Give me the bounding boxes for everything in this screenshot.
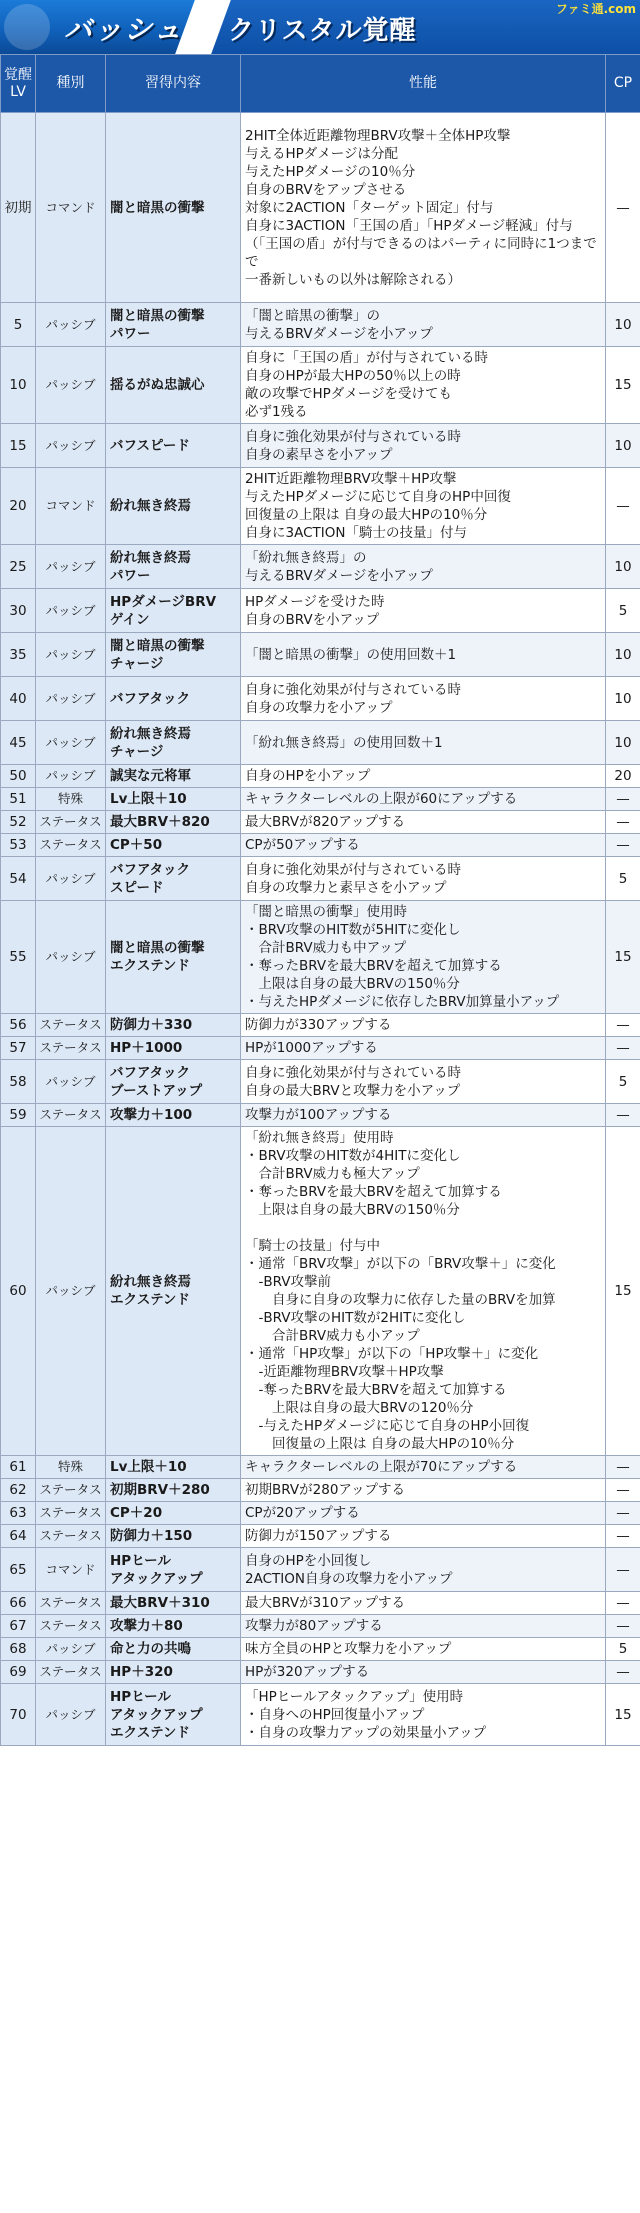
table-row: [1, 1661, 640, 1684]
row-level: 68: [1, 1638, 36, 1661]
row-description: 防御力が330アップする: [241, 1014, 606, 1037]
row-description: 自身に強化効果が付与されている時 自身の攻撃力と素早さを小アップ: [241, 857, 606, 901]
table-row: [1, 468, 640, 545]
row-type: ステータス: [36, 1525, 106, 1548]
row-description: 防御力が150アップする: [241, 1525, 606, 1548]
row-cp: 5: [606, 1060, 640, 1104]
row-type: パッシブ: [36, 765, 106, 788]
row-level: 67: [1, 1615, 36, 1638]
row-type: パッシブ: [36, 347, 106, 424]
row-skill-name: 揺るがぬ忠誠心: [106, 347, 241, 424]
row-cp: —: [606, 811, 640, 834]
row-description: 自身のHPを小回復し 2ACTION自身の攻撃力を小アップ: [241, 1548, 606, 1592]
row-type: コマンド: [36, 1548, 106, 1592]
site-logo: ファミ通.com: [555, 2, 636, 16]
row-cp: —: [606, 1548, 640, 1592]
row-description: HPが1000アップする: [241, 1037, 606, 1060]
row-type: ステータス: [36, 1592, 106, 1615]
row-skill-name: 紛れ無き終焉 エクステンド: [106, 1127, 241, 1456]
table-row: [1, 1548, 640, 1592]
row-skill-name: 紛れ無き終焉 チャージ: [106, 721, 241, 765]
row-level: 15: [1, 424, 36, 468]
row-cp: 10: [606, 633, 640, 677]
row-cp: —: [606, 788, 640, 811]
row-cp: —: [606, 1037, 640, 1060]
row-skill-name: 最大BRV＋820: [106, 811, 241, 834]
row-cp: 5: [606, 1638, 640, 1661]
row-cp: —: [606, 1525, 640, 1548]
row-description: 自身に強化効果が付与されている時 自身の攻撃力を小アップ: [241, 677, 606, 721]
row-cp: —: [606, 1014, 640, 1037]
row-level: 60: [1, 1127, 36, 1456]
row-description: 自身に強化効果が付与されている時 自身の素早さを小アップ: [241, 424, 606, 468]
row-description: 「紛れ無き終焉」の使用回数＋1: [241, 721, 606, 765]
row-type: パッシブ: [36, 589, 106, 633]
row-skill-name: 紛れ無き終焉: [106, 468, 241, 545]
row-cp: —: [606, 1592, 640, 1615]
row-level: 45: [1, 721, 36, 765]
table-row: [1, 1060, 640, 1104]
row-cp: —: [606, 113, 640, 303]
row-description: 「闇と暗黒の衝撃」使用時 ・BRV攻撃のHIT数が5HITに変化し 合計BRV威力も中アップ ・奪ったBRVを最大BRVを超えて加算する 上限は自身の最大BRVの150％分 ・与えたHPダメージに依存したBRV加算量小アップ: [241, 901, 606, 1014]
table-row: [1, 1684, 640, 1746]
row-cp: —: [606, 1615, 640, 1638]
table-row: [1, 589, 640, 633]
row-type: パッシブ: [36, 1638, 106, 1661]
row-skill-name: 誠実な元将軍: [106, 765, 241, 788]
row-cp: —: [606, 834, 640, 857]
row-skill-name: 攻撃力＋100: [106, 1104, 241, 1127]
row-cp: 15: [606, 1684, 640, 1746]
row-skill-name: Lv上限＋10: [106, 788, 241, 811]
row-level: 58: [1, 1060, 36, 1104]
row-level: 70: [1, 1684, 36, 1746]
row-description: 攻撃力が100アップする: [241, 1104, 606, 1127]
table-row: [1, 1479, 640, 1502]
row-type: ステータス: [36, 1661, 106, 1684]
row-level: 52: [1, 811, 36, 834]
row-cp: —: [606, 1502, 640, 1525]
row-description: キャラクターレベルの上限が60にアップする: [241, 788, 606, 811]
table-row: [1, 765, 640, 788]
row-description: 自身のHPを小アップ: [241, 765, 606, 788]
page-title: クリスタル覚醒: [228, 16, 417, 46]
row-description: 最大BRVが820アップする: [241, 811, 606, 834]
table-row: [1, 834, 640, 857]
row-level: 50: [1, 765, 36, 788]
table-row: [1, 545, 640, 589]
row-skill-name: バフスピード: [106, 424, 241, 468]
row-level: 56: [1, 1014, 36, 1037]
row-description: HPが320アップする: [241, 1661, 606, 1684]
table-row: [1, 1638, 640, 1661]
row-description: 「紛れ無き終焉」の 与えるBRVダメージを小アップ: [241, 545, 606, 589]
row-level: 61: [1, 1456, 36, 1479]
row-description: キャラクターレベルの上限が70にアップする: [241, 1456, 606, 1479]
table-row: [1, 113, 640, 303]
table-row: [1, 303, 640, 347]
row-level: 63: [1, 1502, 36, 1525]
row-description: 攻撃力が80アップする: [241, 1615, 606, 1638]
character-name: バッシュ: [64, 13, 184, 46]
row-type: パッシブ: [36, 1684, 106, 1746]
row-skill-name: バフアタック ブーストアップ: [106, 1060, 241, 1104]
col-type: 種別: [36, 55, 106, 113]
row-level: 66: [1, 1592, 36, 1615]
table-row: [1, 721, 640, 765]
row-level: 69: [1, 1661, 36, 1684]
row-description: 初期BRVが280アップする: [241, 1479, 606, 1502]
crest-icon: [4, 4, 50, 50]
table-row: [1, 1037, 640, 1060]
row-cp: 5: [606, 589, 640, 633]
row-cp: 15: [606, 1127, 640, 1456]
row-description: HPダメージを受けた時 自身のBRVを小アップ: [241, 589, 606, 633]
row-type: パッシブ: [36, 677, 106, 721]
table-row: [1, 811, 640, 834]
row-level: 64: [1, 1525, 36, 1548]
row-skill-name: 闇と暗黒の衝撃 エクステンド: [106, 901, 241, 1014]
row-cp: 15: [606, 347, 640, 424]
row-description: 「HPヒールアタックアップ」使用時 ・自身へのHP回復量小アップ ・自身の攻撃力アップの効果量小アップ: [241, 1684, 606, 1746]
row-description: 「闇と暗黒の衝撃」の使用回数＋1: [241, 633, 606, 677]
table-row: [1, 901, 640, 1014]
row-level: 25: [1, 545, 36, 589]
row-skill-name: 紛れ無き終焉 パワー: [106, 545, 241, 589]
row-skill-name: HPヒール アタックアップ エクステンド: [106, 1684, 241, 1746]
table-row: [1, 1014, 640, 1037]
row-cp: 5: [606, 857, 640, 901]
row-level: 62: [1, 1479, 36, 1502]
row-level: 59: [1, 1104, 36, 1127]
row-type: パッシブ: [36, 1127, 106, 1456]
row-type: ステータス: [36, 1479, 106, 1502]
col-name: 習得内容: [106, 55, 241, 113]
row-type: パッシブ: [36, 303, 106, 347]
row-cp: —: [606, 1479, 640, 1502]
row-description: 最大BRVが310アップする: [241, 1592, 606, 1615]
row-description: 自身に強化効果が付与されている時 自身の最大BRVと攻撃力を小アップ: [241, 1060, 606, 1104]
row-level: 54: [1, 857, 36, 901]
row-level: 51: [1, 788, 36, 811]
row-type: コマンド: [36, 113, 106, 303]
row-cp: 10: [606, 721, 640, 765]
row-description: 2HIT近距離物理BRV攻撃＋HP攻撃 与えたHPダメージに応じて自身のHP中回復 回復量の上限は 自身の最大HPの10％分 自身に3ACTION「騎士の技量」付与: [241, 468, 606, 545]
row-description: 味方全員のHPと攻撃力を小アップ: [241, 1638, 606, 1661]
row-type: 特殊: [36, 1456, 106, 1479]
table-row: [1, 1615, 640, 1638]
row-type: 特殊: [36, 788, 106, 811]
row-level: 30: [1, 589, 36, 633]
table-row: [1, 1525, 640, 1548]
col-cp: CP: [606, 55, 640, 113]
row-skill-name: 攻撃力＋80: [106, 1615, 241, 1638]
row-level: 20: [1, 468, 36, 545]
row-level: 57: [1, 1037, 36, 1060]
row-cp: 10: [606, 677, 640, 721]
row-level: 10: [1, 347, 36, 424]
row-type: パッシブ: [36, 857, 106, 901]
row-type: ステータス: [36, 1014, 106, 1037]
row-skill-name: 防御力＋150: [106, 1525, 241, 1548]
row-description: 2HIT全体近距離物理BRV攻撃＋全体HP攻撃 与えるHPダメージは分配 与えたHPダメージの10％分 自身のBRVをアップさせる 対象に2ACTION「ターゲット固定」付与 自身に3ACTION「王国の盾」「HPダメージ軽減」付与 （「王国の盾」が付与できるのはパーティに同時に1つまでで 一番新しいもの以外は解除される）: [241, 113, 606, 303]
row-cp: 10: [606, 545, 640, 589]
row-type: ステータス: [36, 1615, 106, 1638]
table-row: [1, 1104, 640, 1127]
table-row: [1, 677, 640, 721]
row-skill-name: 最大BRV＋310: [106, 1592, 241, 1615]
row-skill-name: バフアタック: [106, 677, 241, 721]
row-description: CPが20アップする: [241, 1502, 606, 1525]
row-skill-name: 命と力の共鳴: [106, 1638, 241, 1661]
row-type: パッシブ: [36, 424, 106, 468]
row-skill-name: HP＋1000: [106, 1037, 241, 1060]
row-skill-name: CP＋20: [106, 1502, 241, 1525]
table-row: [1, 788, 640, 811]
col-desc: 性能: [241, 55, 606, 113]
row-skill-name: 防御力＋330: [106, 1014, 241, 1037]
row-description: CPが50アップする: [241, 834, 606, 857]
row-cp: —: [606, 1661, 640, 1684]
table-row: [1, 633, 640, 677]
row-skill-name: 闇と暗黒の衝撃 パワー: [106, 303, 241, 347]
row-cp: 20: [606, 765, 640, 788]
row-skill-name: HP＋320: [106, 1661, 241, 1684]
table-row: [1, 1127, 640, 1456]
row-skill-name: CP＋50: [106, 834, 241, 857]
row-level: 55: [1, 901, 36, 1014]
table-row: [1, 1456, 640, 1479]
table-row: [1, 424, 640, 468]
header-banner: [0, 0, 640, 54]
table-row: [1, 1502, 640, 1525]
awakening-table: [0, 54, 640, 1746]
row-level: 初期: [1, 113, 36, 303]
row-type: ステータス: [36, 1037, 106, 1060]
row-cp: 10: [606, 424, 640, 468]
table-row: [1, 1592, 640, 1615]
row-cp: —: [606, 468, 640, 545]
table-header: [1, 55, 640, 113]
row-skill-name: HPダメージBRV ゲイン: [106, 589, 241, 633]
row-level: 35: [1, 633, 36, 677]
row-type: ステータス: [36, 1104, 106, 1127]
row-skill-name: HPヒール アタックアップ: [106, 1548, 241, 1592]
row-type: パッシブ: [36, 1060, 106, 1104]
row-skill-name: Lv上限＋10: [106, 1456, 241, 1479]
row-type: コマンド: [36, 468, 106, 545]
row-type: ステータス: [36, 834, 106, 857]
row-level: 53: [1, 834, 36, 857]
table-row: [1, 857, 640, 901]
table-row: [1, 347, 640, 424]
row-level: 65: [1, 1548, 36, 1592]
row-skill-name: 初期BRV＋280: [106, 1479, 241, 1502]
row-type: ステータス: [36, 811, 106, 834]
row-description: 「闇と暗黒の衝撃」の 与えるBRVダメージを小アップ: [241, 303, 606, 347]
row-type: パッシブ: [36, 633, 106, 677]
row-type: パッシブ: [36, 545, 106, 589]
row-skill-name: 闇と暗黒の衝撃 チャージ: [106, 633, 241, 677]
col-lv: 覚醒 LV: [1, 55, 36, 113]
row-description: 「紛れ無き終焉」使用時 ・BRV攻撃のHIT数が4HITに変化し 合計BRV威力も極大アップ ・奪ったBRVを最大BRVを超えて加算する 上限は自身の最大BRVの150％分 「騎士の技量」付与中 ・通常「BRV攻撃」が以下の「BRV攻撃＋」に変化 -BRV攻撃前 自身に自身の攻撃力に依存した量のBRVを加算 -BRV攻撃のHIT数が2HITに変化し 合計BRV威力も小アップ ・通常「HP攻撃」が以下の「HP攻撃＋」に変化 -近距離物理BRV攻撃＋HP攻撃 -奪ったBRVを最大BRVを超えて加算する 上限は自身の最大BRVの120％分 -与えたHPダメージに応じて自身のHP小回復 回復量の上限は 自身の最大HPの10％分: [241, 1127, 606, 1456]
row-level: 40: [1, 677, 36, 721]
row-skill-name: バフアタック スピード: [106, 857, 241, 901]
row-type: パッシブ: [36, 721, 106, 765]
row-cp: 15: [606, 901, 640, 1014]
row-description: 自身に「王国の盾」が付与されている時 自身のHPが最大HPの50％以上の時 敵の攻撃でHPダメージを受けても 必ず1残る: [241, 347, 606, 424]
row-cp: —: [606, 1104, 640, 1127]
row-type: パッシブ: [36, 901, 106, 1014]
row-cp: 10: [606, 303, 640, 347]
row-type: ステータス: [36, 1502, 106, 1525]
row-cp: —: [606, 1456, 640, 1479]
row-skill-name: 闇と暗黒の衝撃: [106, 113, 241, 303]
row-level: 5: [1, 303, 36, 347]
